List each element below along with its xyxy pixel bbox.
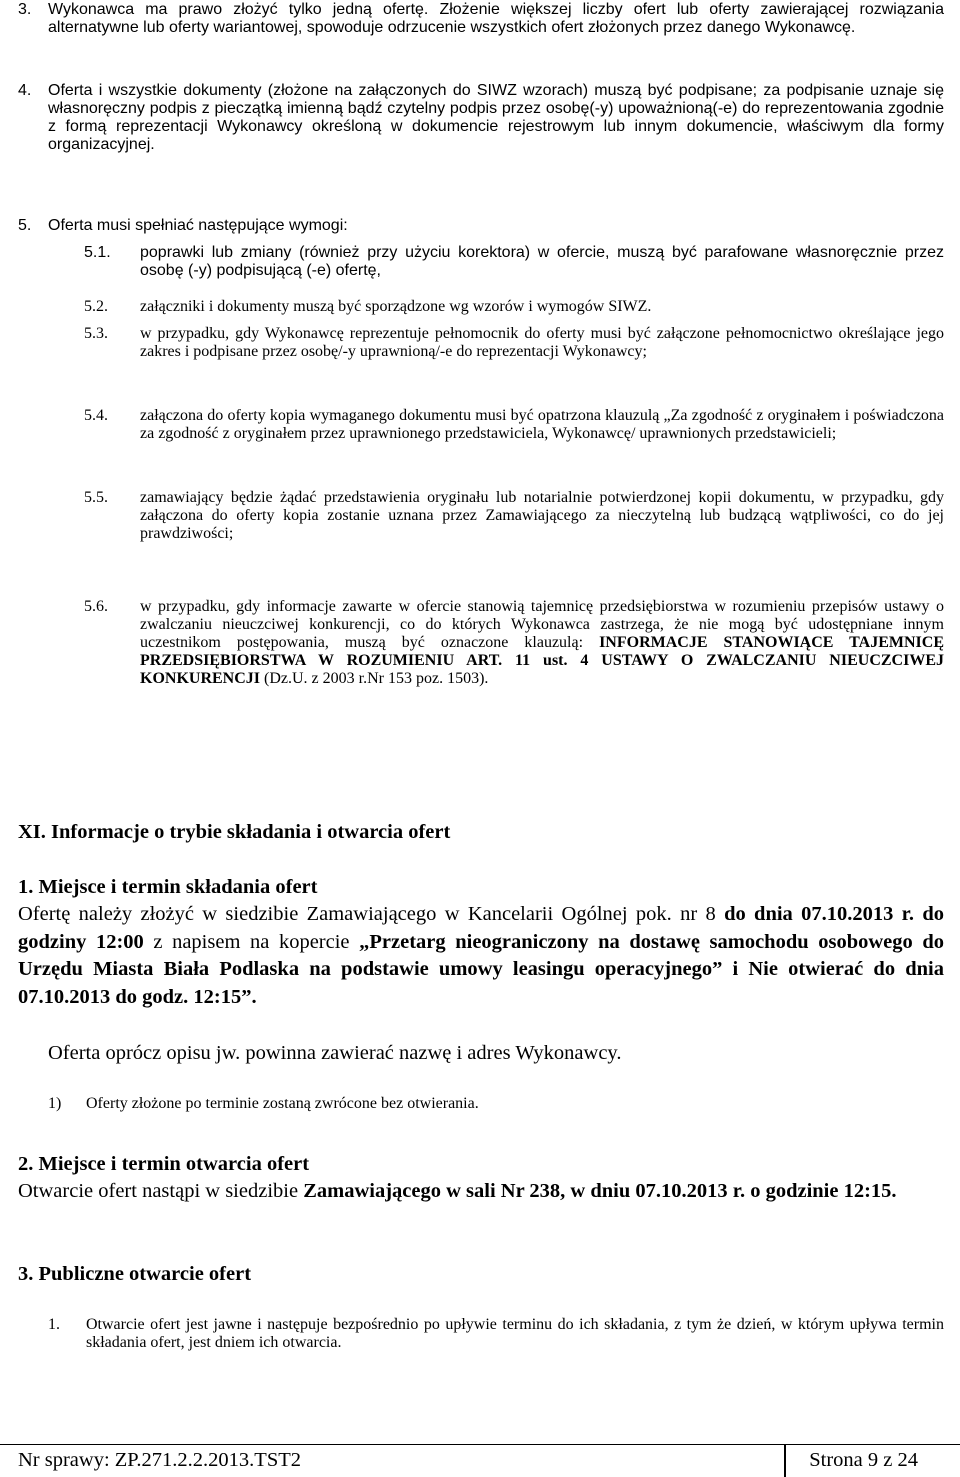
subsection-heading-1: 1. Miejsce i termin składania ofert [18,876,318,898]
public-opening-number: 1. [48,1316,60,1333]
case-number: Nr sprawy: ZP.271.2.2.2013.TST2 [18,1449,302,1471]
subsection-heading-3: 3. Publiczne otwarcie ofert [18,1263,252,1285]
page-footer [0,1444,960,1477]
subitem-number: 5.1. [84,244,111,261]
subitem-text: poprawki lub zmiany (również przy użyciu korektora) w ofercie, muszą być parafowane własnoręcznie przez osobę (-y) podpisującą (-e) ofertę, [140,244,944,279]
paragraph-text: Oferta musi spełniać następujące wymogi: [48,217,348,234]
subitem-number: 5.4. [84,407,108,424]
offer-note: Oferta oprócz opisu jw. powinna zawierać nazwę i adres Wykonawcy. [48,1042,622,1064]
confidential-clause: INFORMACJE STANOWIĄCE TAJEMNICĘ PRZEDSIĘBIORSTWA W ROZUMIENIU ART. 11 ust. 4 USTAWY O ZWALCZANIU NIEUCZCIWEJ KONKURENCJI [140,634,945,687]
envelope-label: „Przetarg nieograniczony na dostawę samochodu osobowego do Urzędu Miasta Biała Podlaska na podstawie umowy leasingu operacyjnego” i Nie otwierać do dnia 07.10.2013 do godz. 12:15 [18,930,945,1008]
subitem-text: zamawiający będzie żądać przedstawienia oryginału lub notarialnie potwierdzonej kopii dokumentu, w przypadku, gdy załączona do oferty kopia zostanie uznana przez Zamawiającego za nieczytelną lub budzącą wątpliwości, co do jej prawdziwości; [140,489,944,542]
page-number: Strona 9 z 24 [809,1449,918,1471]
subitem-text: załączona do oferty kopia wymaganego dokumentu musi być opatrzona klauzulą „Za zgodność z oryginałem i poświadczona za zgodność z oryginałem przez uprawnionego przedstawiciela, Wykonawcę/ uprawnionych przedstawicieli; [140,407,944,442]
paragraph-number: 3. [18,1,32,18]
subitem-text: w przypadku, gdy Wykonawcę reprezentuje pełnomocnik do oferty musi być załączone pełnomocnictwo określające jego zakres i podpisane przez osobę/-y uprawnioną/-e do reprezentacji Wykonawcy; [140,325,944,360]
note-item-text: Oferty złożone po terminie zostaną zwrócone bez otwierania. [86,1095,479,1112]
subitem-number: 5.3. [84,325,108,342]
paragraph-number: 4. [18,82,32,99]
paragraph-text: Wykonawca ma prawo złożyć tylko jedną ofertę. Złożenie większej liczby ofert lub oferty zawierającej rozwiązania alternatywne lub oferty wariantowej, spowoduje odrzucenie wszystkich ofert złożonych przez danego Wykonawcę. [48,1,944,36]
subitem-number: 5.6. [84,598,108,615]
paragraph-text: Oferta i wszystkie dokumenty (złożone na załączonych do SIWZ wzorach) muszą być podpisane; za podpisanie uznaje się własnoręczny podpis z pieczątką imienną bądź czytelny podpis przez osobę(-y) upoważnioną(-e) do reprezentowania zgodnie z formą reprezentacji Wykonawcy określoną w dokumencie rejestrowym lub innym dokumencie, właściwym dla formy organizacyjnej. [48,82,944,153]
subitem-number: 5.5. [84,489,108,506]
subitem-text: załączniki i dokumenty muszą być sporządzone wg wzorów i wymogów SIWZ. [140,298,652,315]
subsection-heading-2: 2. Miejsce i termin otwarcia ofert [18,1153,310,1175]
opening-text: Otwarcie ofert nastąpi w siedzibie Zamawiającego w sali Nr 238, w dniu 07.10.2013 r. o godzinie 12:15. [18,1180,897,1202]
submission-text: Ofertę należy złożyć w siedzibie Zamawiającego w Kancelarii Ogólnej pok. nr 8 do dnia 07.10.2013 r. do godziny 12:00 z napisem na kopercie „Przetarg nieograniczony na dostawę samochodu osobowego do Urzędu Miasta Biała Podlaska na podstawie umowy leasingu operacyjnego” i Nie otwierać do dnia 07.10.2013 do godz. 12:15”. [18,903,945,1008]
public-opening-text: Otwarcie ofert jest jawne i następuje bezpośrednio po upływie terminu do ich składania, z tym że dzień, w którym upływa termin składania ofert, jest dniem ich otwarcia. [86,1316,944,1351]
subitem-number: 5.2. [84,298,108,315]
footer-divider [784,1445,786,1477]
section-heading-xi: XI. Informacje o trybie składania i otwarcia ofert [18,821,451,843]
paragraph-number: 5. [18,217,32,234]
note-item-number: 1) [48,1095,62,1112]
subitem-text: w przypadku, gdy informacje zawarte w ofercie stanowią tajemnicę przedsiębiorstwa w rozumieniu przepisów ustawy o zwalczaniu nieuczciwej konkurencji, co do których Wykonawca zastrzega, że nie mogą być udostępniane innym uczestnikom postępowania, muszą być oznaczone klauzulą: INFORMACJE STANOWIĄCE TAJEMNICĘ PRZEDSIĘBIORSTWA W ROZUMIENIU ART. 11 ust. 4 USTAWY O ZWALCZANIU NIEUCZCIWEJ KONKURENCJI (Dz.U. z 2003 r.Nr 153 poz. 1503). [140,598,945,687]
